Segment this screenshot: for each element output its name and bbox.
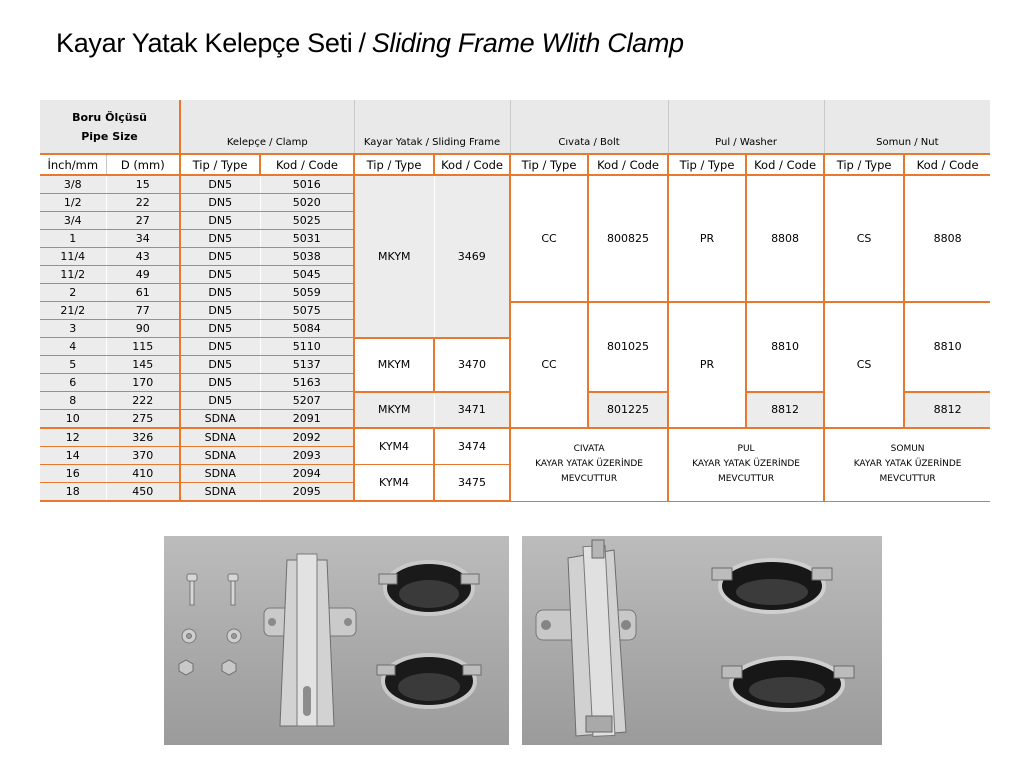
cell-clamp-code: 5031 [260,230,354,248]
cell-clamp-code: 5110 [260,338,354,356]
cell-clamp-type: DN5 [180,302,260,320]
sub-header-row [40,154,990,175]
washer-note [668,428,824,501]
nut-type-cell: CS [824,175,904,302]
cell-d: 90 [106,320,180,338]
frame-code-cell: 3471 [434,392,510,429]
cell-inch: 3/8 [40,175,106,194]
cell-clamp-code: 2093 [260,447,354,465]
nut-code-cell: 8810 [904,302,990,392]
cell-d: 275 [106,410,180,429]
cell-d: 326 [106,428,180,447]
col-d: D (mm) [106,154,180,175]
bolt-group-header: Cıvata / Bolt [510,100,668,154]
bolt-code-cell: 801225 [588,392,668,429]
cell-d: 43 [106,248,180,266]
cell-d: 34 [106,230,180,248]
clamp-group-header: Kelepçe / Clamp [180,100,354,154]
bolt-note [510,428,668,501]
cell-clamp-code: 2094 [260,465,354,483]
cell-clamp-type: SDNA [180,428,260,447]
cell-clamp-type: SDNA [180,447,260,465]
nut-type-cell: CS [824,302,904,429]
cell-clamp-type: DN5 [180,338,260,356]
cell-clamp-code: 5025 [260,212,354,230]
cell-clamp-code: 5016 [260,175,354,194]
cell-clamp-code: 5137 [260,356,354,374]
cell-d: 222 [106,392,180,410]
cell-clamp-type: SDNA [180,410,260,429]
title-english: Sliding Frame Wlith Clamp [371,28,684,58]
cell-clamp-code: 5075 [260,302,354,320]
washer-code-cell: 8810 [746,302,824,392]
frame-type-cell: MKYM [354,175,434,338]
col-inch: İnch/mm [40,154,106,175]
cell-d: 15 [106,175,180,194]
bolt-icon [187,574,238,605]
cell-clamp-type: DN5 [180,230,260,248]
frame-type-cell: KYM4 [354,465,434,502]
washer-note-line: PUL [737,444,755,455]
nut-code-cell: 8808 [904,175,990,302]
cell-clamp-code: 5020 [260,194,354,212]
cell-inch: 1/2 [40,194,106,212]
spec-table [40,100,990,502]
frame-code-cell: 3474 [434,428,510,465]
cell-inch: 3 [40,320,106,338]
cell-clamp-type: DN5 [180,266,260,284]
washer-type-cell: PR [668,302,746,429]
table-row [40,175,990,194]
cell-inch: 11/2 [40,266,106,284]
cell-clamp-type: DN5 [180,175,260,194]
bolt-code-cell: 800825 [588,175,668,302]
cell-inch: 6 [40,374,106,392]
cell-inch: 18 [40,483,106,502]
cell-inch: 2 [40,284,106,302]
page-title [56,28,684,59]
cell-inch: 14 [40,447,106,465]
cell-d: 61 [106,284,180,302]
cell-clamp-code: 5207 [260,392,354,410]
cell-inch: 16 [40,465,106,483]
cell-d: 115 [106,338,180,356]
pipe-size-header [40,100,180,154]
title-separator: / [358,28,366,58]
washer-note-line: KAYAR YATAK ÜZERİNDE [692,459,800,470]
washer-code-cell: 8808 [746,175,824,302]
cell-clamp-code: 2091 [260,410,354,429]
bolt-code-cell: 801025 [588,302,668,392]
cell-clamp-code: 2092 [260,428,354,447]
cell-clamp-type: DN5 [180,392,260,410]
col-nut-type: Tip / Type [824,154,904,175]
cell-inch: 4 [40,338,106,356]
cell-clamp-code: 2095 [260,483,354,502]
washer-group-header: Pul / Washer [668,100,824,154]
cell-clamp-code: 5059 [260,284,354,302]
pipe-clamp-icon [377,655,481,707]
cell-clamp-code: 5038 [260,248,354,266]
washer-note-line: MEVCUTTUR [717,474,775,485]
bolt-type-cell: CC [510,175,588,302]
cell-inch: 10 [40,410,106,429]
nut-note-line: MEVCUTTUR [879,474,936,485]
cell-d: 410 [106,465,180,483]
cell-clamp-type: DN5 [180,212,260,230]
nut-note [824,428,990,501]
frame-type-cell: MKYM [354,392,434,429]
frame-type-cell: MKYM [354,338,434,392]
col-nut-code: Kod / Code [904,154,990,175]
cell-clamp-type: DN5 [180,248,260,266]
cell-clamp-code: 5045 [260,266,354,284]
product-photo-assembled [522,536,882,745]
cell-inch: 5 [40,356,106,374]
cell-clamp-type: DN5 [180,374,260,392]
cell-d: 170 [106,374,180,392]
table-row [40,428,990,447]
nut-group-header: Somun / Nut [824,100,990,154]
frame-code-cell: 3469 [434,175,510,338]
cell-clamp-type: SDNA [180,483,260,502]
pipe-clamp-icon [379,562,479,614]
cell-inch: 3/4 [40,212,106,230]
pipe-size-label-tr: Boru Ölçüsü [72,110,147,124]
col-frame-code: Kod / Code [434,154,510,175]
cell-clamp-type: DN5 [180,194,260,212]
cell-clamp-type: DN5 [180,320,260,338]
nut-code-cell: 8812 [904,392,990,429]
washer-code-cell: 8812 [746,392,824,429]
frame-code-cell: 3475 [434,465,510,502]
nut-note-line: SOMUN [890,444,925,455]
pipe-clamp-icon [722,658,854,710]
cell-d: 77 [106,302,180,320]
group-header-row [40,100,990,154]
pipe-size-label-en: Pipe Size [81,129,138,143]
frame-type-cell: KYM4 [354,428,434,465]
cell-d: 450 [106,483,180,502]
nut-note-line: KAYAR YATAK ÜZERİNDE [853,459,962,470]
cell-inch: 1 [40,230,106,248]
col-washer-type: Tip / Type [668,154,746,175]
cell-clamp-code: 5084 [260,320,354,338]
frame-group-header: Kayar Yatak / Sliding Frame [354,100,510,154]
cell-inch: 21/2 [40,302,106,320]
col-clamp-code: Kod / Code [260,154,354,175]
product-photo-parts [164,536,509,745]
washer-icon [182,629,241,643]
cell-d: 49 [106,266,180,284]
title-turkish: Kayar Yatak Kelepçe Seti [56,28,353,58]
col-frame-type: Tip / Type [354,154,434,175]
cell-clamp-code: 5163 [260,374,354,392]
cell-d: 27 [106,212,180,230]
sliding-frame-icon [536,540,636,736]
cell-clamp-type: SDNA [180,465,260,483]
washer-type-cell: PR [668,175,746,302]
cell-inch: 8 [40,392,106,410]
sliding-frame-icon [264,554,356,726]
col-washer-code: Kod / Code [746,154,824,175]
bolt-note-line: KAYAR YATAK ÜZERİNDE [535,459,643,470]
nut-icon [179,660,236,675]
cell-d: 22 [106,194,180,212]
pipe-clamp-icon [712,560,832,612]
cell-d: 145 [106,356,180,374]
bolt-note-line: MEVCUTTUR [560,474,618,485]
col-clamp-type: Tip / Type [180,154,260,175]
cell-inch: 12 [40,428,106,447]
col-bolt-code: Kod / Code [588,154,668,175]
bolt-type-cell: CC [510,302,588,429]
table-row [40,302,990,320]
cell-clamp-type: DN5 [180,356,260,374]
bolt-note-line: CIVATA [573,444,605,455]
cell-d: 370 [106,447,180,465]
cell-clamp-type: DN5 [180,284,260,302]
col-bolt-type: Tip / Type [510,154,588,175]
cell-inch: 11/4 [40,248,106,266]
frame-code-cell: 3470 [434,338,510,392]
